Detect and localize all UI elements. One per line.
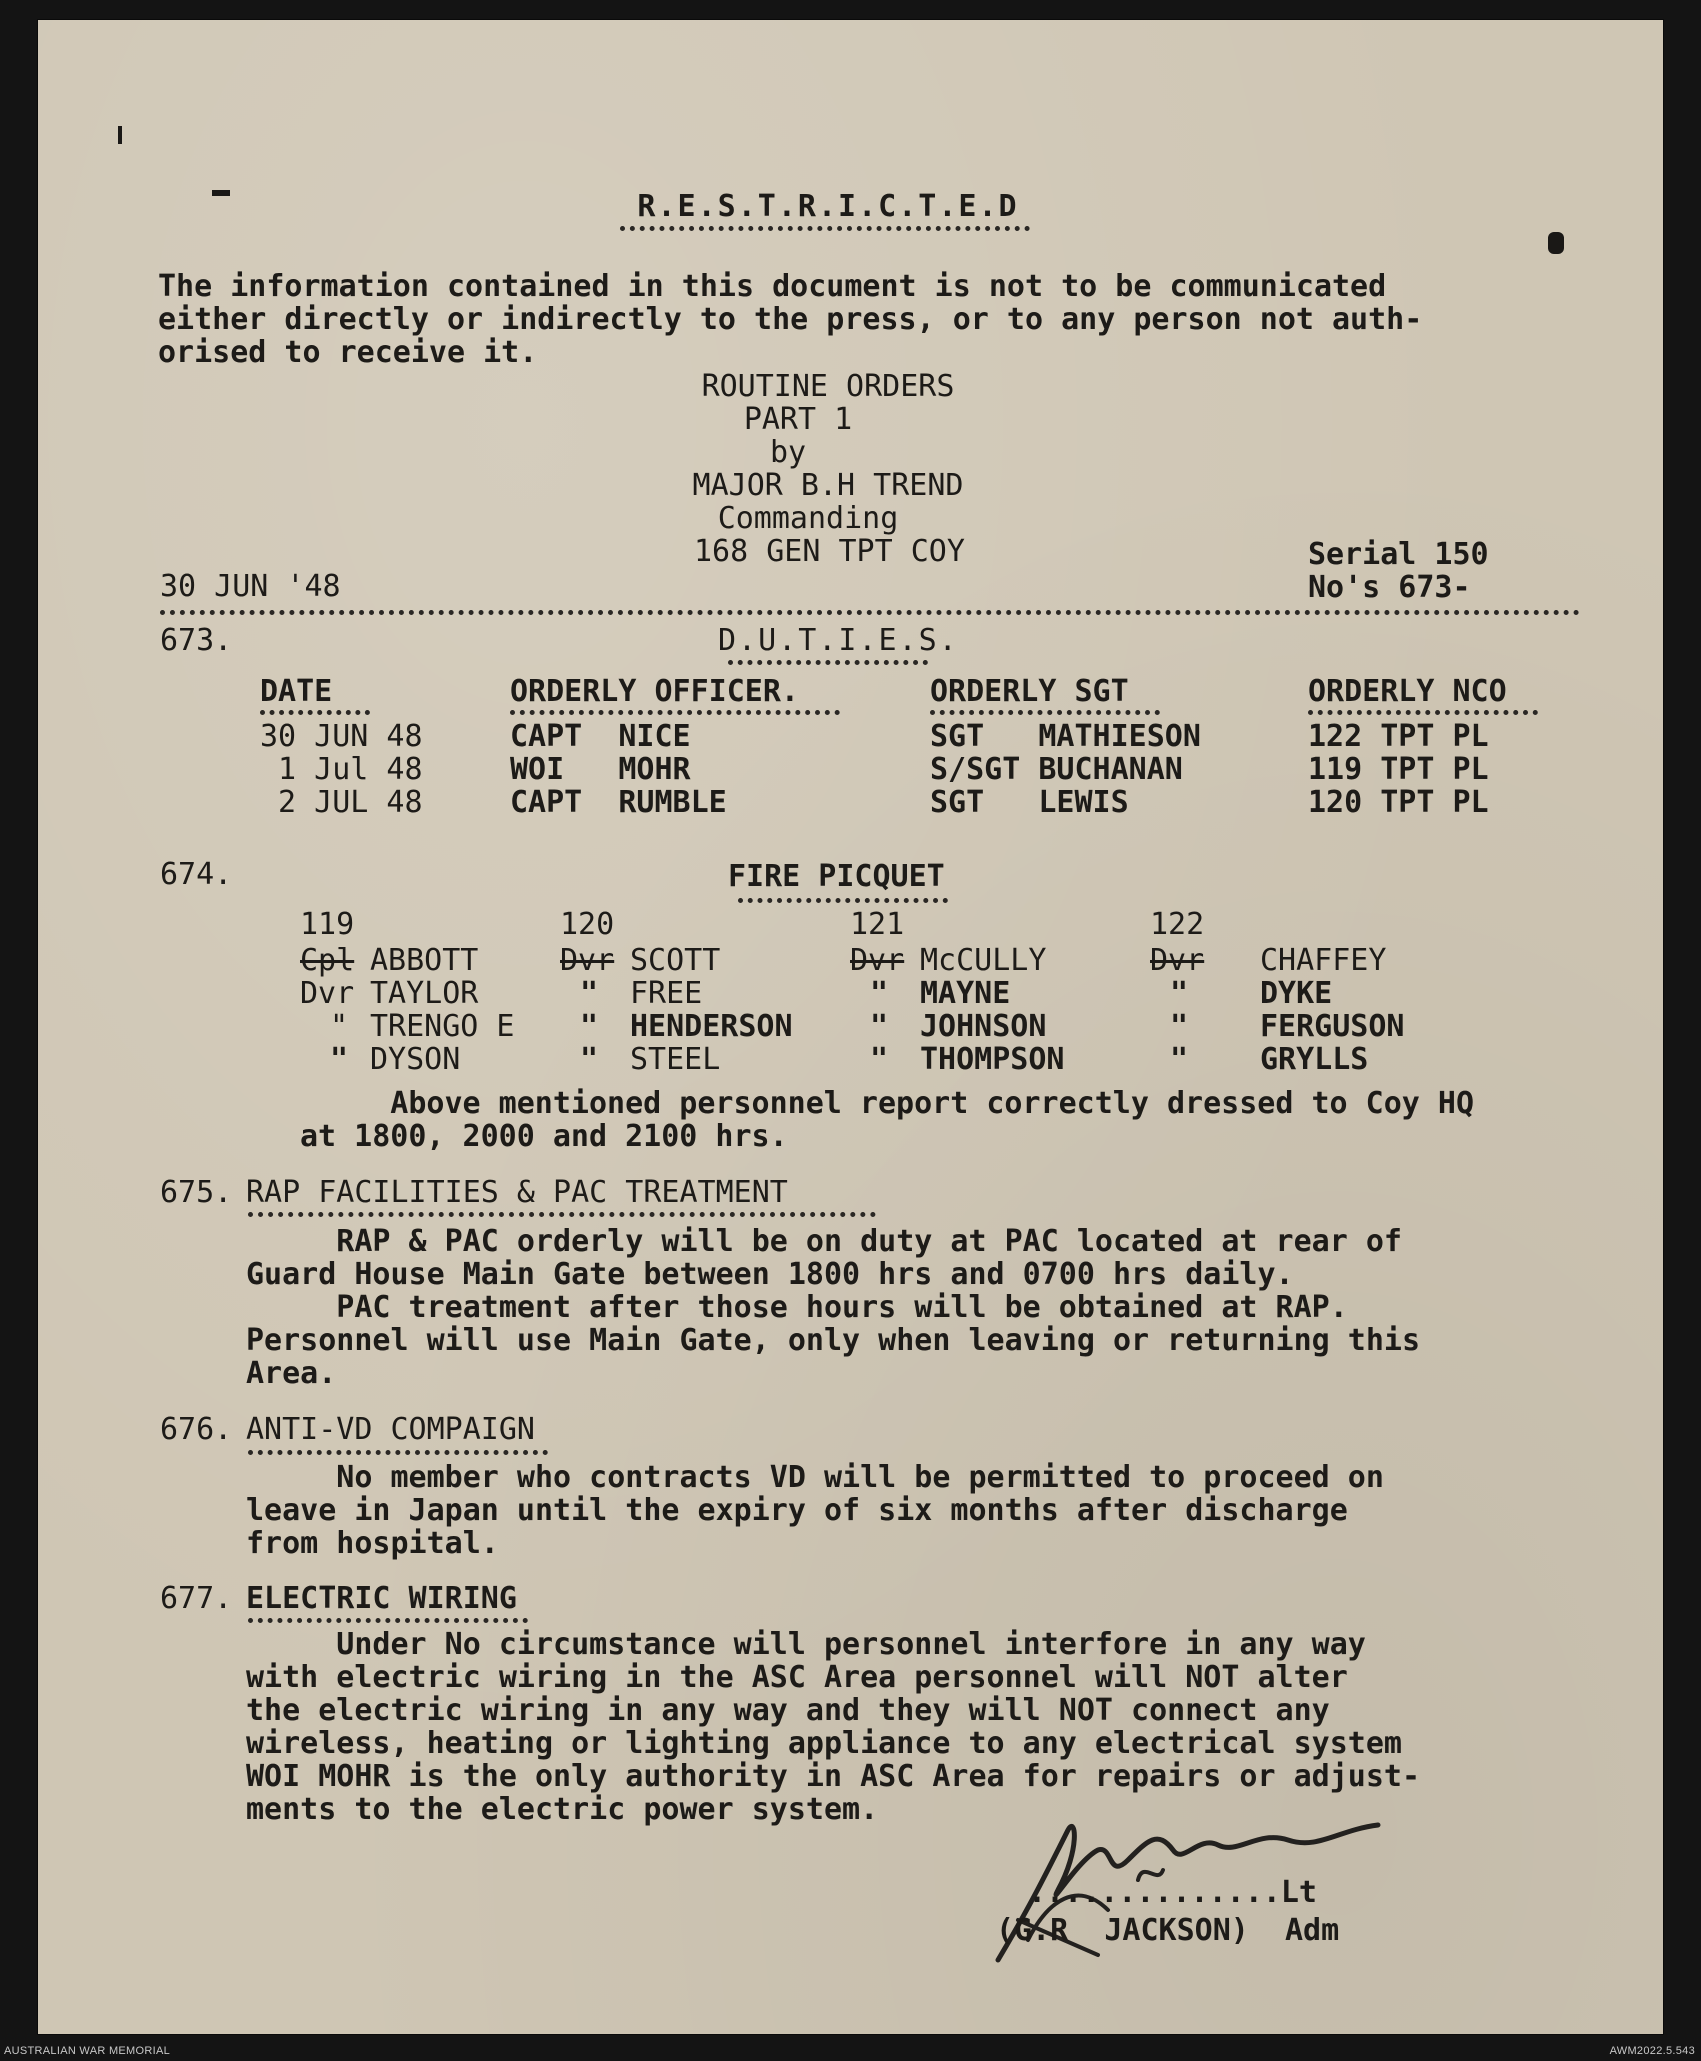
item-number-677: 677.: [160, 1581, 233, 1616]
anti-vd-heading: ANTI-VD COMPAIGN: [246, 1412, 535, 1447]
list-item: ": [1170, 976, 1189, 1011]
rap-line-3: PAC treatment after those hours will be obtained at RAP.: [246, 1290, 1348, 1325]
notice-line-3: orised to receive it.: [158, 335, 538, 370]
table-row-officer: CAPT NICE: [510, 719, 691, 754]
duties-col-underline: [260, 710, 370, 715]
unit-119: 119: [300, 907, 355, 942]
list-item: Dvr: [560, 943, 615, 978]
electric-line-4: wireless, heating or lighting appliance to any electrical system: [246, 1726, 1402, 1761]
fire-picquet-note-2: at 1800, 2000 and 2100 hrs.: [300, 1119, 788, 1154]
electric-line-1: Under No circumstance will personnel interfore in any way: [246, 1627, 1366, 1662]
table-row-date: 2 JUL 48: [260, 785, 423, 820]
list-item: Dvr: [1150, 943, 1205, 978]
list-item: Cpl: [300, 943, 355, 978]
list-item: ": [870, 1042, 889, 1077]
item-number-676: 676.: [160, 1412, 233, 1447]
electric-line-5: WOI MOHR is the only authority in ASC Area for repairs or adjust-: [246, 1759, 1420, 1794]
list-item: TRENGO E: [370, 1009, 515, 1044]
rap-line-4: Personnel will use Main Gate, only when leaving or returning this: [246, 1323, 1420, 1358]
table-row-sgt: SGT MATHIESON: [930, 719, 1201, 754]
list-item: SCOTT: [630, 943, 721, 978]
fire-picquet-underline: [738, 898, 948, 903]
duties-col-underline: [1308, 710, 1538, 715]
duties-col-date: DATE: [260, 674, 333, 709]
fire-picquet-heading: FIRE PICQUET: [728, 859, 945, 894]
list-item: GRYLLS: [1260, 1042, 1369, 1077]
electric-underline: [248, 1618, 528, 1623]
electric-line-6: ments to the electric power system.: [246, 1792, 879, 1827]
rap-line-5: Area.: [246, 1356, 337, 1391]
document-page: [38, 20, 1663, 2034]
restricted-underline: [620, 226, 1030, 231]
table-row-nco: 119 TPT PL: [1308, 752, 1489, 787]
unit-name: 168 GEN TPT COY: [694, 534, 965, 569]
ink-mark: [1548, 232, 1564, 254]
list-item: DYSON: [370, 1042, 461, 1077]
list-item: ": [580, 976, 599, 1011]
list-item: HENDERSON: [630, 1009, 793, 1044]
order-date: 30 JUN '48: [160, 569, 341, 604]
restricted-heading: R.E.S.T.R.I.C.T.E.D: [637, 189, 1019, 224]
commander-name: MAJOR B.H TREND: [692, 468, 964, 503]
duties-col-sgt: ORDERLY SGT: [930, 674, 1129, 709]
table-row-sgt: SGT LEWIS: [930, 785, 1129, 820]
unit-122: 122: [1150, 907, 1205, 942]
electric-line-2: with electric wiring in the ASC Area personnel will NOT alter: [246, 1660, 1348, 1695]
list-item: ": [1170, 1009, 1189, 1044]
serial-number: Serial 150: [1308, 537, 1489, 572]
signature-name: (G.R JACKSON) Adm: [996, 1913, 1340, 1948]
order-numbers: No's 673-: [1308, 570, 1471, 605]
item-number-674: 674.: [160, 857, 233, 892]
table-row-nco: 122 TPT PL: [1308, 719, 1489, 754]
list-item: FERGUSON: [1260, 1009, 1405, 1044]
duties-col-underline: [510, 710, 840, 715]
table-row-date: 1 Jul 48: [260, 752, 423, 787]
item-number-675: 675.: [160, 1175, 233, 1210]
list-item: ": [580, 1009, 599, 1044]
header-divider: [160, 610, 1580, 615]
anti-vd-line-1: No member who contracts VD will be permitted to proceed on: [246, 1460, 1384, 1495]
footer-credit: AUSTRALIAN WAR MEMORIAL: [4, 2045, 171, 2057]
list-item: STEEL: [630, 1042, 721, 1077]
list-item: Dvr: [300, 976, 355, 1011]
list-item: ": [330, 1009, 349, 1044]
footer-reference: AWM2022.5.543: [1609, 2045, 1695, 2057]
list-item: ": [330, 1042, 349, 1077]
table-row-nco: 120 TPT PL: [1308, 785, 1489, 820]
commanding-label: Commanding: [717, 501, 899, 536]
anti-vd-underline: [248, 1450, 548, 1455]
list-item: McCULLY: [920, 943, 1047, 978]
list-item: THOMPSON: [920, 1042, 1065, 1077]
part-label: PART 1: [743, 402, 853, 437]
unit-120: 120: [560, 907, 615, 942]
table-row-sgt: S/SGT BUCHANAN: [930, 752, 1183, 787]
list-item: Dvr: [850, 943, 905, 978]
rap-heading: RAP FACILITIES & PAC TREATMENT: [246, 1175, 788, 1210]
fire-picquet-note-1: Above mentioned personnel report correctly dressed to Coy HQ: [300, 1086, 1474, 1121]
duties-col-underline: [930, 710, 1160, 715]
notice-line-1: The information contained in this document is not to be communicated: [158, 269, 1387, 304]
routine-orders-title: ROUTINE ORDERS: [701, 369, 955, 404]
anti-vd-line-2: leave in Japan until the expiry of six months after discharge: [246, 1493, 1348, 1528]
table-row-officer: CAPT RUMBLE: [510, 785, 727, 820]
notice-line-2: either directly or indirectly to the press, or to any person not auth-: [158, 302, 1423, 337]
list-item: ABBOTT: [370, 943, 479, 978]
list-item: FREE: [630, 976, 703, 1011]
list-item: MAYNE: [920, 976, 1011, 1011]
ink-mark: [118, 126, 122, 144]
list-item: TAYLOR: [370, 976, 479, 1011]
table-row-officer: WOI MOHR: [510, 752, 691, 787]
ink-mark: [212, 190, 230, 196]
list-item: ": [580, 1042, 599, 1077]
signature-rank: ..............Lt: [1028, 1875, 1317, 1910]
table-row-date: 30 JUN 48: [260, 719, 423, 754]
electric-heading: ELECTRIC WIRING: [246, 1581, 517, 1616]
electric-line-3: the electric wiring in any way and they will NOT connect any: [246, 1693, 1330, 1728]
unit-121: 121: [850, 907, 905, 942]
duties-heading: D.U.T.I.E.S.: [718, 623, 959, 658]
anti-vd-line-3: from hospital.: [246, 1526, 499, 1561]
list-item: DYKE: [1260, 976, 1333, 1011]
duties-col-nco: ORDERLY NCO: [1308, 674, 1507, 709]
rap-underline: [248, 1212, 876, 1217]
item-number-673: 673.: [160, 623, 233, 658]
duties-underline: [728, 660, 928, 665]
rap-line-1: RAP & PAC orderly will be on duty at PAC located at rear of: [246, 1224, 1402, 1259]
list-item: CHAFFEY: [1260, 943, 1387, 978]
list-item: JOHNSON: [920, 1009, 1047, 1044]
list-item: ": [870, 976, 889, 1011]
by-label: by: [769, 435, 807, 470]
list-item: ": [1170, 1042, 1189, 1077]
duties-col-officer: ORDERLY OFFICER.: [510, 674, 799, 709]
rap-line-2: Guard House Main Gate between 1800 hrs and 0700 hrs daily.: [246, 1257, 1294, 1292]
list-item: ": [870, 1009, 889, 1044]
